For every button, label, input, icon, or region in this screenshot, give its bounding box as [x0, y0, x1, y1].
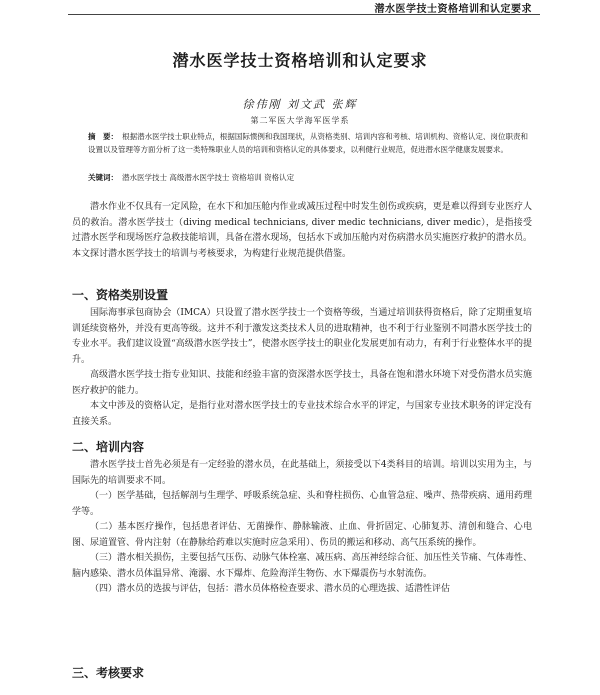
intro-paragraph: 潜水作业不仅具有一定风险，在水下和加压舱内作业或减压过程中时发生创伤或疾病，更是难以得到专业医疗人员的救治。潜水医学技士（diving medical technicians, diver medic technicians, diver medic），是指接受过潜水医学和现场医疗急救技能培训，具备在潜水现场，包括水下或加压舱内对伤病潜水员实施医疗救护的潜水员。本文探讨潜水医学技士的培训与考核要求，为构建行业规范提供借鉴。: [72, 202, 532, 259]
intro-section: [72, 200, 532, 262]
page-title: 潜水医学技士资格培训和认定要求: [172, 51, 428, 70]
authors: 徐伟刚 刘文武 张辉: [242, 98, 358, 111]
affiliation: 第二军医大学海军医学系: [250, 116, 350, 125]
section-heading-1: 一、资格类别设置: [72, 288, 169, 302]
header-rule: [68, 14, 540, 15]
section-2-item-4: （四）潜水员的选拔与评估，包括：潜水员体格检查要求、潜水员的心理选拔、适潜性评估: [90, 584, 451, 594]
section-heading-2: 二、培训内容: [72, 440, 145, 454]
section-1-body: [72, 306, 532, 430]
keywords-text: 潜水医学技士 高级潜水医学技士 资格培训 资格认定: [122, 173, 295, 182]
section-2-item-1: （一）医学基础，包括解剖与生理学、呼吸系统急症、头和脊柱损伤、心血管急症、噪声、热带疾病、通用药理学等。: [72, 491, 532, 517]
abstract-text: 根据潜水医学技士职业特点，根据国际惯例和我国现状，从资格类别、培训内容和考核、培训机构、资格认定、岗位职责和设置以及管理等方面分析了这一类特殊职业人员的培训和资格认定的具体要求，以利健行业规范，促进潜水医学健康发展要求。: [88, 132, 529, 154]
section-2-item-3: （三）潜水相关损伤，主要包括气压伤、动脉气体栓塞、减压病、高压神经综合征、加压性关节痛、气体毒性、脑内感染、潜水员体温异常、淹溺、水下爆炸、危险海洋生物伤、水下爆震伤与水射流伤。: [72, 553, 532, 579]
abstract: [88, 130, 528, 156]
section-2-body: [72, 458, 532, 598]
running-header: 潜水医学技士资格培训和认定要求: [374, 4, 532, 15]
section-2-item-2: （二）基本医疗操作，包括患者评估、无菌操作、静脉输液、止血、骨折固定、心肺复苏、清创和缝合、心电图、尿道置管、骨内注射（在静脉给药难以实施时应急采用）、伤员的搬运和移动、高气压系统的操作。: [72, 522, 532, 548]
keywords-label: 关键词：: [88, 173, 118, 182]
section-heading-3: 三、考核要求: [72, 666, 145, 680]
section-1-paragraph-1: 国际海事承包商协会（IMCA）只设置了潜水医学技士一个资格等级，当通过培训获得资格后，除了定期重复培训延续资格外，并没有更高等级。这并不利于激发这类技术人员的进取精神，也不利于行业鉴别不同潜水医学技士的专业水平。我们建议设置“高级潜水医学技士”，使潜水医学技士的职业化发展更加有动力，有利于行业整体水平的提升。: [72, 308, 532, 365]
section-2-paragraph-1: 潜水医学技士首先必须是有一定经验的潜水员，在此基础上，须接受以下4类科目的培训。培训以实用为主，与国际先的培训要求不同。: [72, 460, 532, 486]
abstract-label: 摘 要：: [88, 132, 119, 141]
keywords: [88, 172, 528, 184]
section-1-paragraph-3: 本文中涉及的资格认定，是指行业对潜水医学技士的专业技术综合水平的评定，与国家专业技术职务的评定没有直接关系。: [72, 401, 532, 427]
section-1-paragraph-2: 高级潜水医学技士指专业知识、技能和经验丰富的资深潜水医学技士，具备在饱和潜水环境下对受伤潜水员实施医疗救护的能力。: [72, 370, 532, 396]
